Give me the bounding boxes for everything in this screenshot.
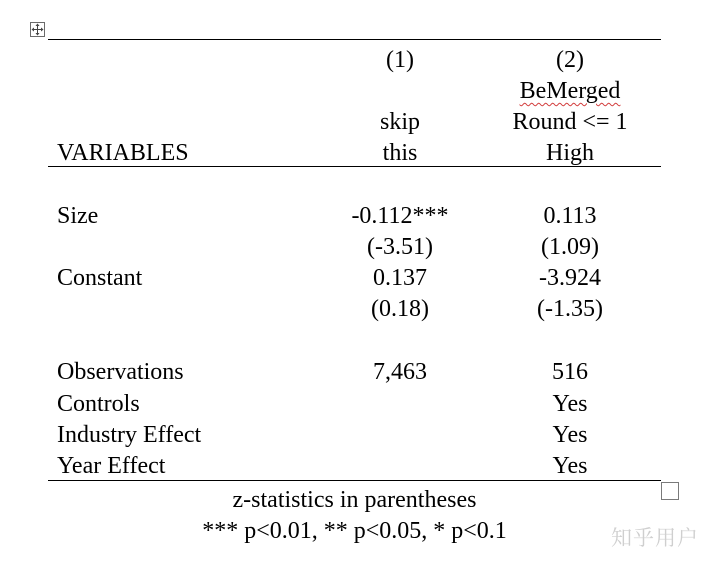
constant-col2-zstat: (-1.35): [537, 296, 603, 322]
row-label-size: Size: [57, 203, 99, 229]
row-label-year-effect: Year Effect: [57, 453, 166, 479]
constant-col1-coef: 0.137: [373, 265, 427, 291]
row-label-observations: Observations: [57, 359, 184, 385]
table-bottom-rule: [48, 480, 661, 481]
observations-col1: 7,463: [373, 359, 427, 385]
year-effect-col2: Yes: [552, 453, 588, 479]
industry-effect-col2: Yes: [552, 422, 588, 448]
observations-col2: 516: [552, 359, 588, 385]
size-col2-zstat: (1.09): [541, 234, 599, 260]
zhihu-watermark: 知乎用户: [611, 526, 699, 550]
col1-header-line3: this: [382, 140, 418, 166]
table-note-significance: *** p<0.01, ** p<0.05, * p<0.1: [202, 518, 507, 544]
row-label-industry-effect: Industry Effect: [57, 422, 202, 448]
table-top-rule: [48, 39, 661, 40]
table-resize-handle-icon[interactable]: [661, 482, 679, 500]
table-note-zstat: z-statistics in parentheses: [232, 487, 477, 513]
row-label-controls: Controls: [57, 391, 140, 417]
col1-header-line2: skip: [379, 109, 420, 135]
constant-col2-coef: -3.924: [539, 265, 601, 291]
constant-col1-zstat: (0.18): [371, 296, 429, 322]
size-col1-coef: -0.112***: [351, 203, 449, 229]
table-move-handle-icon[interactable]: [30, 22, 45, 37]
controls-col2: Yes: [552, 391, 588, 417]
col1-number: (1): [386, 47, 414, 73]
size-col1-zstat: (-3.51): [367, 234, 433, 260]
col2-header-line3: High: [546, 140, 594, 166]
variables-header: VARIABLES: [57, 140, 189, 166]
col2-header-line2: Round <= 1: [512, 109, 628, 135]
row-label-constant: Constant: [57, 265, 143, 291]
col2-depvar-text: BeMerged: [519, 78, 621, 104]
col2-number: (2): [556, 47, 584, 73]
size-col2-coef: 0.113: [543, 203, 597, 229]
col2-dependent-variable: [470, 77, 670, 105]
